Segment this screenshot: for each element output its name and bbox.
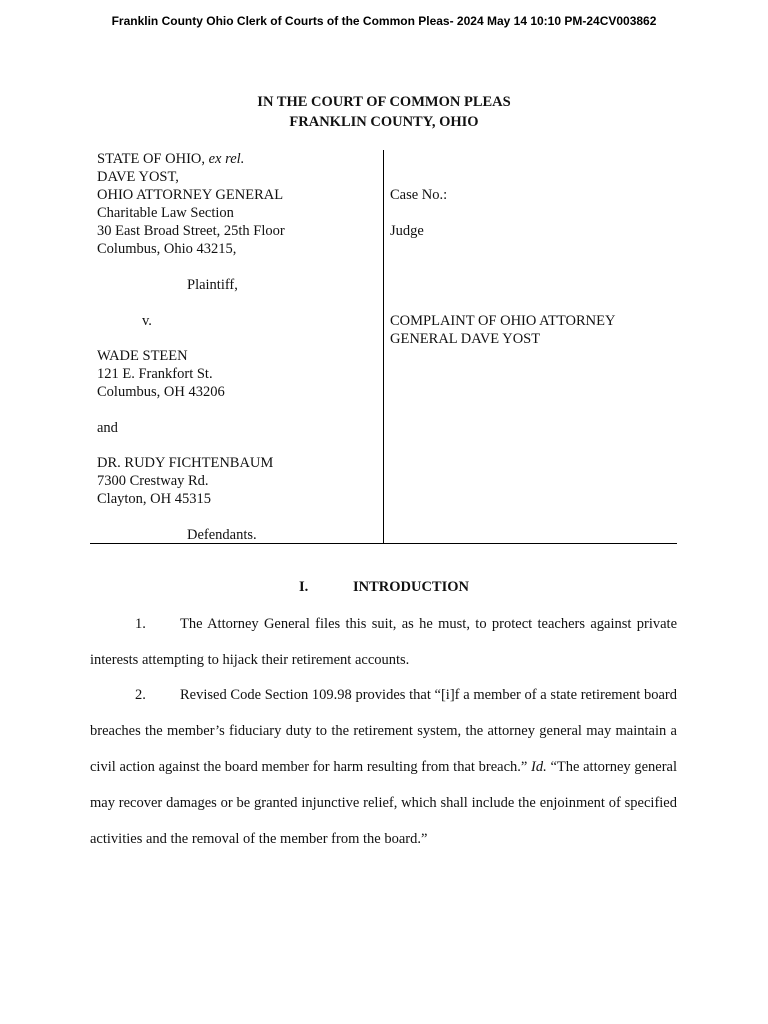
section-heading xyxy=(0,579,768,596)
section-title: INTRODUCTION xyxy=(352,579,469,595)
judge-label: Judge xyxy=(390,223,424,239)
clerk-filing-stamp: Franklin County Ohio Clerk of Courts of the Common Pleas- 2024 May 14 10:10 PM-24CV003862 xyxy=(111,14,657,28)
plaintiff-name-line: STATE OF OHIO, ex rel. xyxy=(97,151,245,167)
caption-divider xyxy=(383,150,384,543)
plaintiff-title: OHIO ATTORNEY GENERAL xyxy=(97,187,284,203)
complaint-title-line2: GENERAL DAVE YOST xyxy=(390,331,541,347)
defendant1-city: Columbus, OH 43206 xyxy=(97,384,225,400)
defendant2-street: 7300 Crestway Rd. xyxy=(97,473,209,489)
case-number-label: Case No.: xyxy=(390,187,448,203)
plaintiff-section: Charitable Law Section xyxy=(97,205,234,221)
defendant2-city: Clayton, OH 45315 xyxy=(97,491,211,507)
plaintiff-address: 30 East Broad Street, 25th Floor xyxy=(97,223,285,239)
complaint-title-line1: COMPLAINT OF OHIO ATTORNEY xyxy=(390,313,616,329)
citation-id: Id. xyxy=(531,759,547,775)
case-caption xyxy=(90,150,677,544)
paragraph-text: The Attorney General files this suit, as he must, to protect teachers against private interests attempting to hijack their retirement accounts. xyxy=(90,616,677,668)
court-title-line2: FRANKLIN COUNTY, OHIO xyxy=(289,114,479,130)
defendant1-street: 121 E. Frankfort St. xyxy=(97,366,213,382)
paragraph-1 xyxy=(90,606,677,678)
paragraph-text-continued: “The attorney general may recover damages or be granted injunctive relief, which shall include the enjoinment of specified activities and the removal of the member from the board.” xyxy=(90,759,677,847)
paragraph-text: Revised Code Section 109.98 provides that “[i]f a member of a state retirement board breaches the member’s fiduciary duty to the retirement system, the attorney general may maintain a civil action against the board member for harm resulting from that breach.” xyxy=(90,687,677,775)
defendant1-name: WADE STEEN xyxy=(97,348,188,364)
and-label: and xyxy=(97,420,118,436)
plaintiff-city: Columbus, Ohio 43215, xyxy=(97,241,237,257)
defendant2-name: DR. RUDY FICHTENBAUM xyxy=(97,455,274,471)
paragraph-number: 2. xyxy=(135,687,146,703)
paragraph-number: 1. xyxy=(135,616,146,632)
court-title xyxy=(0,92,768,132)
plaintiff-relator: DAVE YOST, xyxy=(97,169,179,185)
court-title-line1: IN THE COURT OF COMMON PLEAS xyxy=(257,94,511,110)
plaintiff-label: Plaintiff, xyxy=(187,277,238,293)
defendants-label: Defendants. xyxy=(187,527,257,543)
section-number: I. xyxy=(298,579,309,595)
versus-label: v. xyxy=(142,313,152,329)
paragraph-2 xyxy=(90,677,677,857)
